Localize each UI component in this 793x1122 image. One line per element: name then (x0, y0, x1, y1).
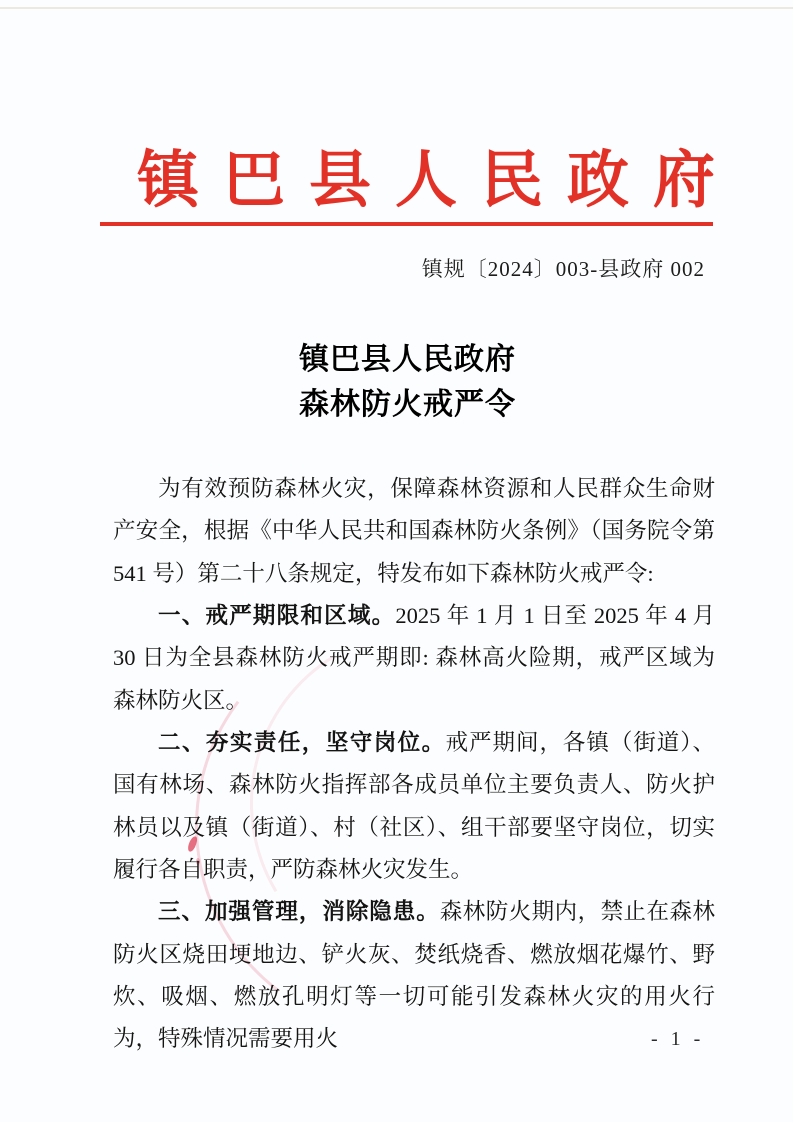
document-body (113, 468, 715, 1061)
document-title-line1: 镇巴县人民政府 (299, 343, 516, 376)
agency-masthead: 镇巴县人民政府 (137, 147, 740, 215)
section-3-heading: 三、加强管理，消除隐患。 (158, 899, 440, 925)
section-3-text: 森林防火期内，禁止在森林防火区烧田埂地边、铲火灰、焚纸烧香、燃放烟花爆竹、野炊、吸烟、燃放孔明灯等一切可能引发森林火灾的用火行为，特殊情况需要用火 (113, 899, 715, 1052)
section-2-heading: 二、夯实责任，坚守岗位。 (158, 730, 446, 756)
document-title (11, 337, 793, 427)
page-number: - 1 - (651, 1028, 705, 1050)
scan-edge-line (0, 7, 793, 9)
section-1 (113, 595, 715, 722)
section-2-text: 戒严期间，各镇（街道）、国有林场、森林防火指挥部各成员单位主要负责人、防火护林员以及镇（街道）、村（社区）、组干部要坚守岗位，切实履行各自职责，严防森林火灾发生。 (113, 730, 715, 883)
section-1-heading: 一、戒严期限和区域。 (158, 603, 396, 629)
paragraph-intro: 为有效预防森林火灾，保障森林资源和人民群众生命财产安全，根据《中华人民共和国森林防火条例》（国务院令第 541 号）第二十八条规定，特发布如下森林防火戒严令: (113, 476, 715, 586)
masthead-divider (100, 222, 713, 226)
section-2 (113, 722, 715, 891)
document-number: 镇规〔2024〕003-县政府 002 (421, 257, 705, 281)
document-title-line2: 森林防火戒严令 (299, 388, 516, 421)
section-3 (113, 891, 715, 1060)
section-1-text: 2025 年 1 月 1 日至 2025 年 4 月 30 日为全县森林防火戒严期即: 森林高火险期，戒严区域为森林防火区。 (113, 603, 715, 713)
